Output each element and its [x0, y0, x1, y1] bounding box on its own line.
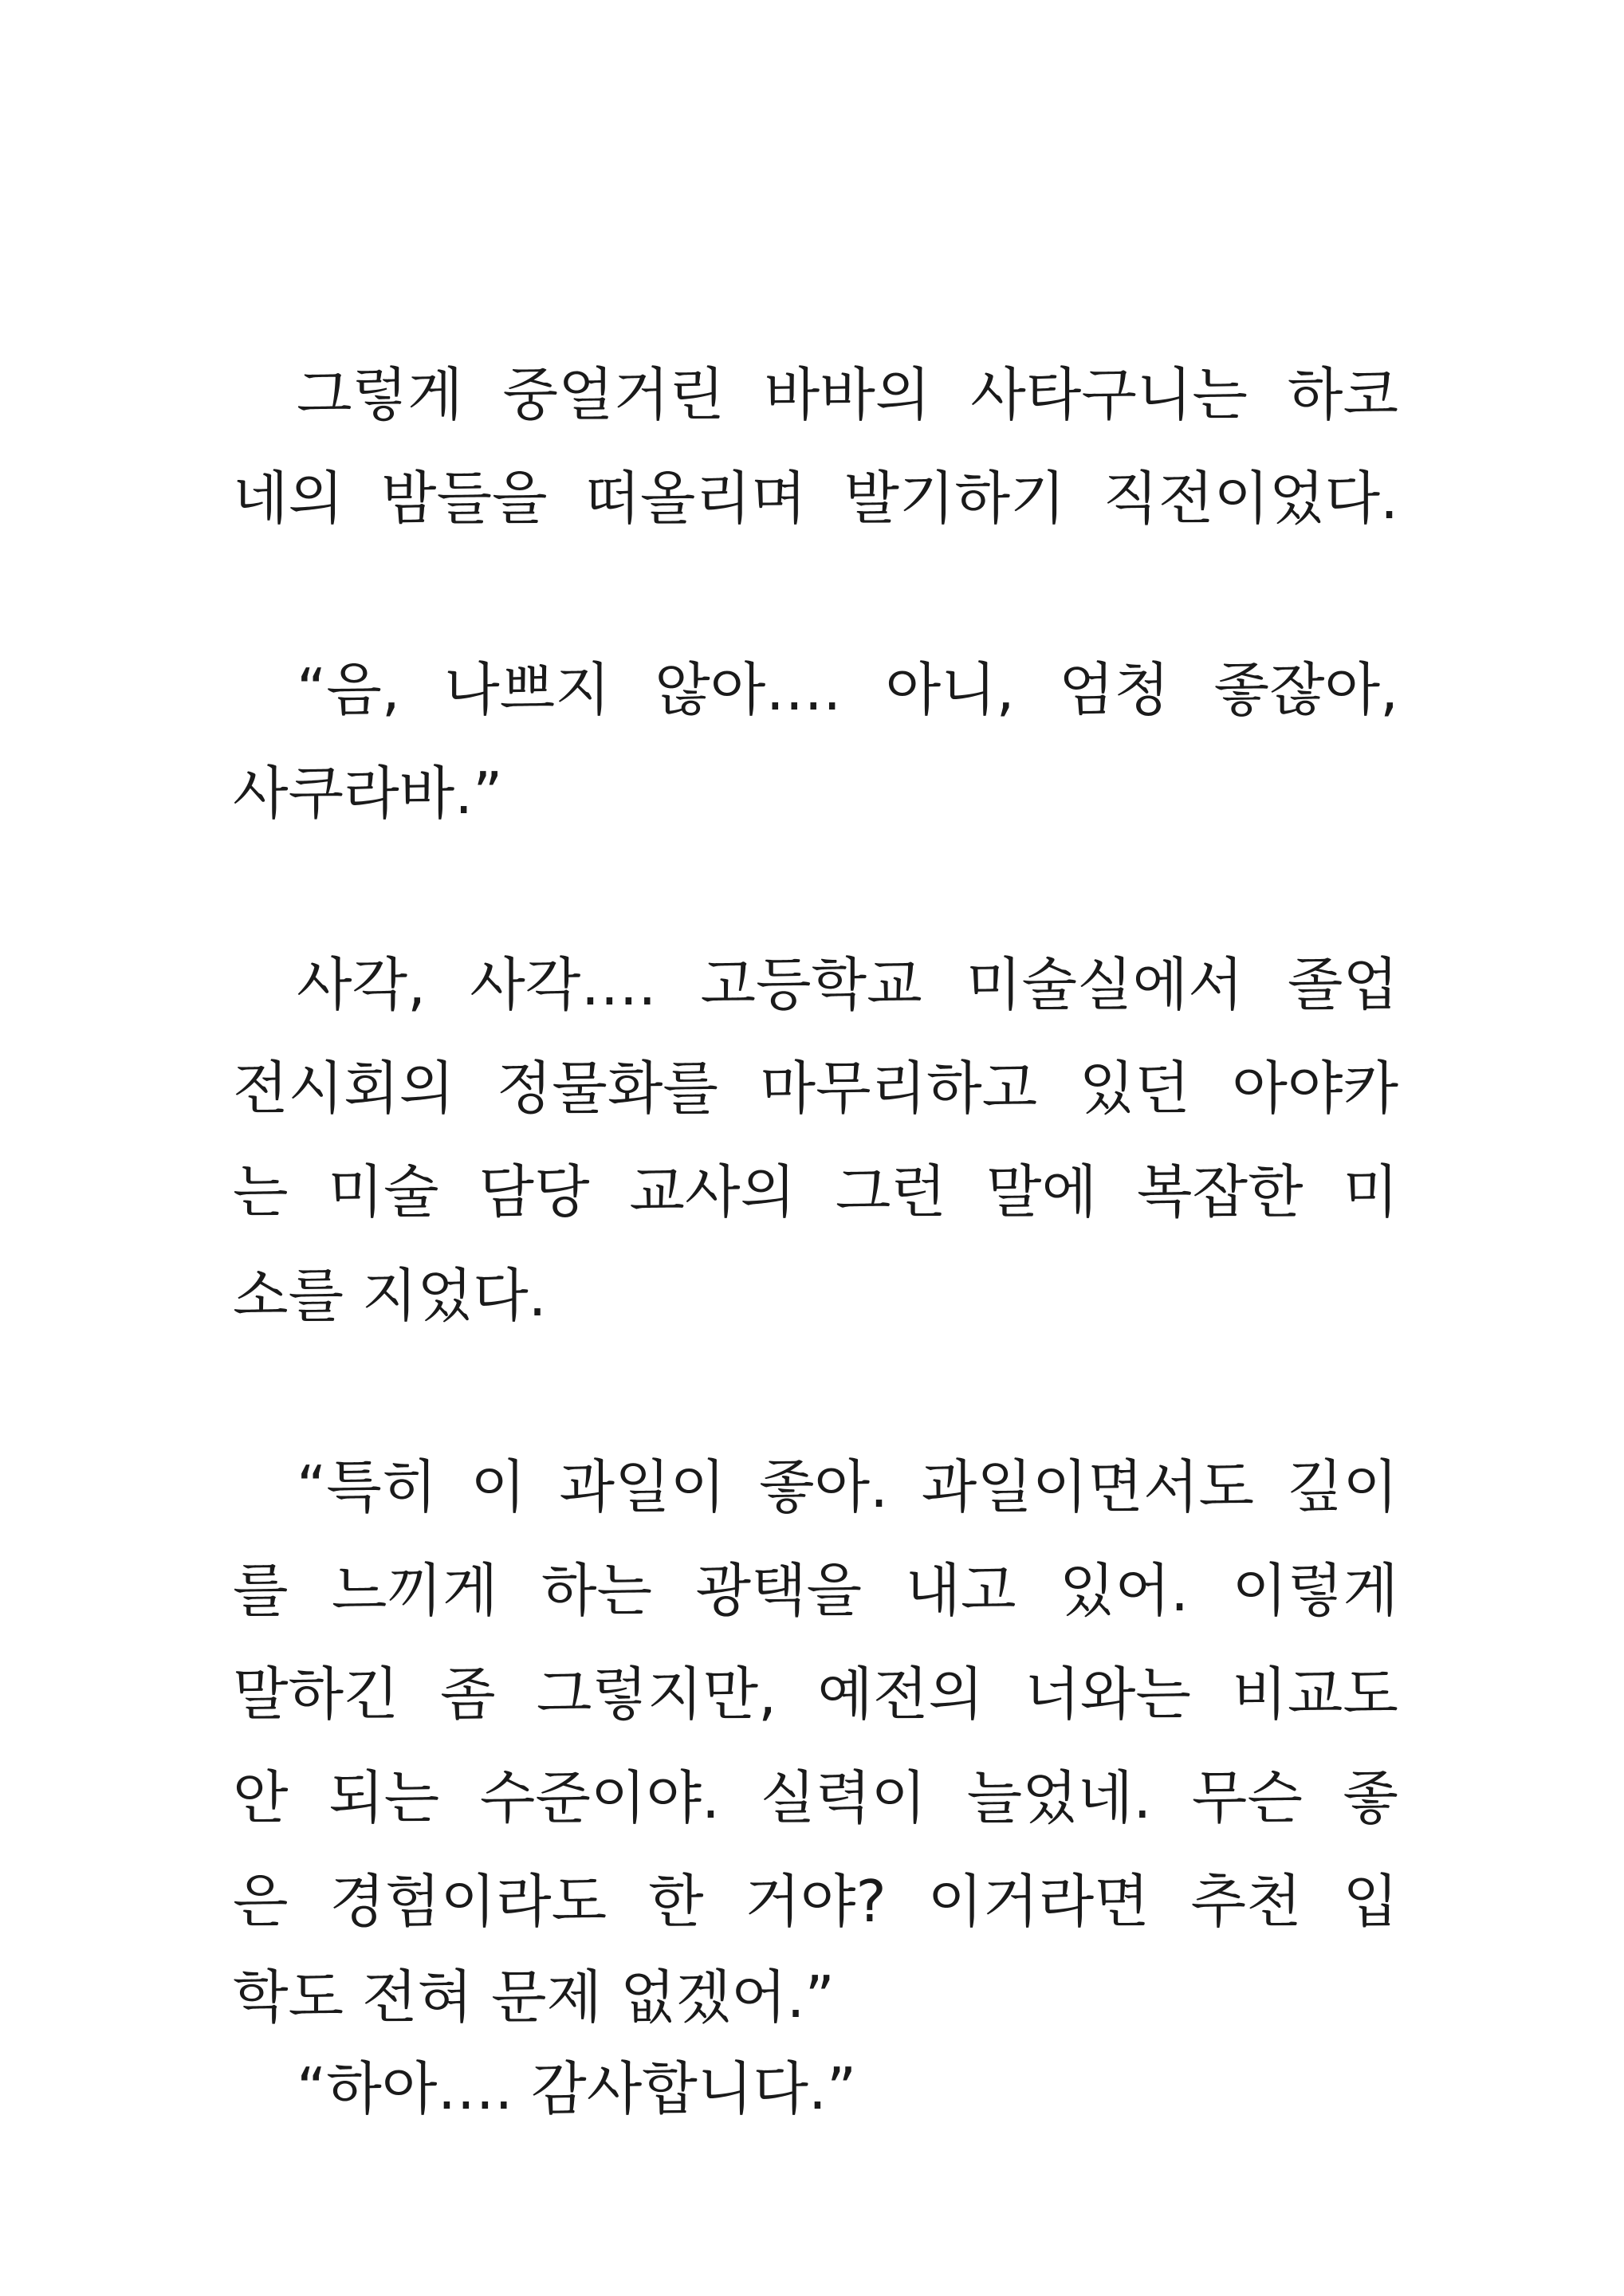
text-line: “음, 나쁘지 않아…. 아니, 엄청 좋잖아,	[297, 656, 1398, 723]
text-line: 그렇게 중얼거린 바바의 사타구니는 하코	[297, 361, 1398, 428]
text-line: 말하긴 좀 그렇지만, 예전의 너와는 비교도	[233, 1661, 1398, 1728]
text-line: 는 미술 담당 교사의 그런 말에 복잡한 미	[233, 1158, 1398, 1225]
text-line: 전시회의 정물화를 마무리하고 있던 아야카	[233, 1055, 1398, 1122]
text-line: “하아…. 감사합니다.”	[297, 2055, 857, 2122]
text-line: 안 되는 수준이야. 실력이 늘었네. 무슨 좋	[233, 1764, 1398, 1831]
text-line: “특히 이 과일이 좋아. 과일이면서도 깊이	[297, 1453, 1398, 1520]
text-line: 사쿠라바.”	[233, 760, 503, 827]
text-line: 소를 지었다.	[233, 1262, 547, 1329]
text-line: 네의 밤들을 떠올리며 발기하기 직전이었다.	[233, 465, 1398, 532]
text-line: 은 경험이라도 한 거야? 이거라면 추천 입	[233, 1868, 1398, 1935]
text-line: 사각, 사각…. 고등학교 미술실에서 졸업	[297, 951, 1398, 1018]
text-line: 학도 전혀 문제 없겠어.”	[233, 1964, 835, 2031]
text-line: 를 느끼게 하는 광택을 내고 있어. 이렇게	[233, 1557, 1398, 1624]
